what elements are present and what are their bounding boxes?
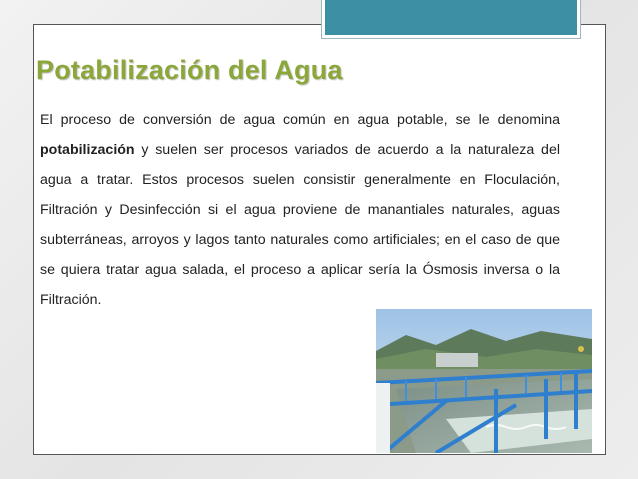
slide-title: Potabilización del Agua [36, 55, 343, 85]
treatment-plant-illustration [376, 309, 592, 453]
paragraph-bold-term: potabilización [40, 142, 135, 158]
header-accent-block [322, 0, 580, 38]
left-wall [376, 383, 390, 453]
slide-body-paragraph [40, 105, 560, 315]
paragraph-text-end: y suelen ser procesos variados de acuerdo a la naturaleza del agua a tratar. Estos procesos suelen consistir generalmente en Floculación, Filtración y Desinfección si el agua proviene de manantiales naturales, aguas subterráneas, arroyos y lagos tanto naturales como artificiales; en el caso de que se quiera tratar agua salada, el proceso a aplicar sería la Ósmosis inversa o la Filtración. [40, 142, 560, 308]
worker [578, 346, 584, 352]
water-treatment-plant-photo [376, 309, 592, 453]
paragraph-text-start: El proceso de conversión de agua común en agua potable, se le denomina [40, 112, 560, 128]
building [436, 353, 478, 367]
